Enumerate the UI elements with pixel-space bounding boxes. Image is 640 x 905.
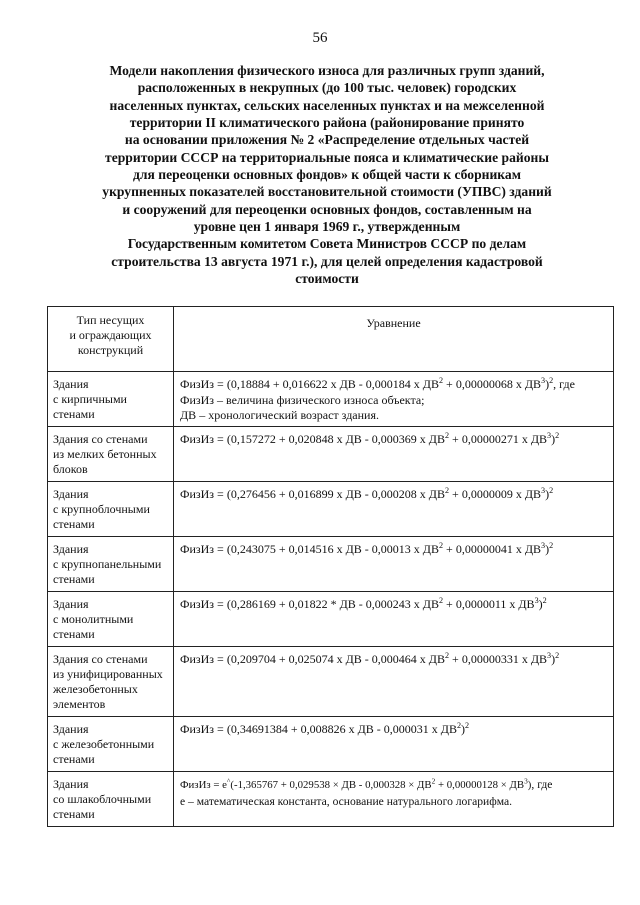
title-line: территории СССР на территориальные пояса и климатические районы — [105, 149, 549, 165]
equation-cell — [174, 427, 614, 482]
building-type-cell: Здания с монолитными стенами — [48, 592, 174, 647]
building-type-cell: Здания с крупнопанельными стенами — [48, 537, 174, 592]
table-row — [48, 772, 614, 827]
title-line: населенных пунктах, сельских населенных пунктах и на межселенной — [109, 97, 545, 113]
equation: ФизИз = (0,18884 + 0,016622 x ДВ - 0,000184 x $ДВ^2 + 0,00000068$ x $ДВ^3)^2$, где — [180, 376, 575, 391]
building-type-cell: Здания с кирпичными стенами — [48, 372, 174, 427]
equation-note: е – математическая константа, основание натурального логарифма. — [180, 794, 513, 808]
title-line: территории II климатического района (районирование принято — [129, 115, 525, 131]
equation-cell — [174, 537, 614, 592]
table-row — [48, 592, 614, 647]
table-row — [48, 482, 614, 537]
title-line: на основании приложения № 2 «Распределение отдельных частей — [124, 132, 530, 148]
equation: ФизИз = (0,276456 + 0,016899 x ДВ - 0,000208 x $ДВ^2 + 0,0000009$ x $ДВ^3)^2$ — [180, 486, 554, 501]
title-line: укрупненных показателей восстановительной стоимости (УПВС) зданий — [102, 184, 552, 200]
equation: ФизИз = (0,34691384 + 0,008826 x ДВ - 0,000031 x $ДВ^2)^2$ — [180, 721, 470, 736]
equation-cell — [174, 372, 614, 427]
building-type-cell: Здания с железобетонными стенами — [48, 717, 174, 772]
equation: ФизИз = (0,157272 + 0,020848 x ДВ - 0,000369 x $ДВ^2 + 0,00000271$ x $ДВ^3)^2$ — [180, 431, 560, 446]
building-type-cell: Здания со стенами из мелких бетонных блоков — [48, 427, 174, 482]
equation-cell — [174, 717, 614, 772]
title-line: Государственным комитетом Совета Министров СССР по делам — [127, 236, 527, 252]
document-title — [86, 62, 568, 287]
equation-cell — [174, 647, 614, 717]
building-type-cell: Здания со стенами из унифицированных железобетонных элементов — [48, 647, 174, 717]
table-header-row — [48, 307, 614, 372]
models-table — [47, 306, 614, 827]
title-line: Модели накопления физического износа для различных групп зданий, — [109, 63, 545, 78]
table-row — [48, 537, 614, 592]
page-number: 56 — [312, 30, 328, 46]
table-row — [48, 372, 614, 427]
equation: ФизИз = (0,209704 + 0,025074 x ДВ - 0,000464 x $ДВ^2 + 0,00000331$ x $ДВ^3)^2$ — [180, 651, 560, 666]
table-row — [48, 717, 614, 772]
equation-note: ДВ – хронологический возраст здания. — [180, 408, 379, 422]
equation-note: ФизИз – величина физического износа объекта; — [180, 392, 425, 407]
table-row — [48, 427, 614, 482]
building-type-cell: Здания со шлакоблочными стенами — [48, 772, 174, 827]
header-construction-type: Тип несущих и ограждающих конструкций — [48, 307, 174, 372]
title-line: расположенных в некрупных (до 100 тыс. человек) городских — [137, 80, 517, 96]
table-row — [48, 647, 614, 717]
title-line: и сооружений для переоценки основных фондов, составленным на — [122, 201, 532, 217]
equation: ФизИз = e^(-1,365767 + 0,029538 × ДВ - $0,000328 \times ДВ^2 + 0,00000128 \times ДВ^3$), где — [180, 776, 553, 791]
equation-cell — [174, 772, 614, 827]
title-line: для переоценки основных фондов» к общей части к сборникам — [132, 167, 521, 183]
header-equation: Уравнение — [174, 307, 614, 372]
equation: ФизИз = (0,286169 + 0,01822 * ДВ - 0,000243 x $ДВ^2 + 0,0000011$ x $ДВ^3)^2$ — [180, 596, 547, 611]
equation-cell — [174, 482, 614, 537]
title-line: стоимости — [295, 271, 359, 287]
equation: ФизИз = (0,243075 + 0,014516 x ДВ - 0,00013 x $ДВ^2 + 0,00000041$ x $ДВ^3)^2$ — [180, 541, 554, 556]
title-line: строительства 13 августа 1971 г.), для целей определения кадастровой — [111, 253, 543, 269]
title-line: уровне цен 1 января 1969 г., утвержденным — [193, 219, 461, 235]
building-type-cell: Здания с крупноблочными стенами — [48, 482, 174, 537]
equation-cell — [174, 592, 614, 647]
